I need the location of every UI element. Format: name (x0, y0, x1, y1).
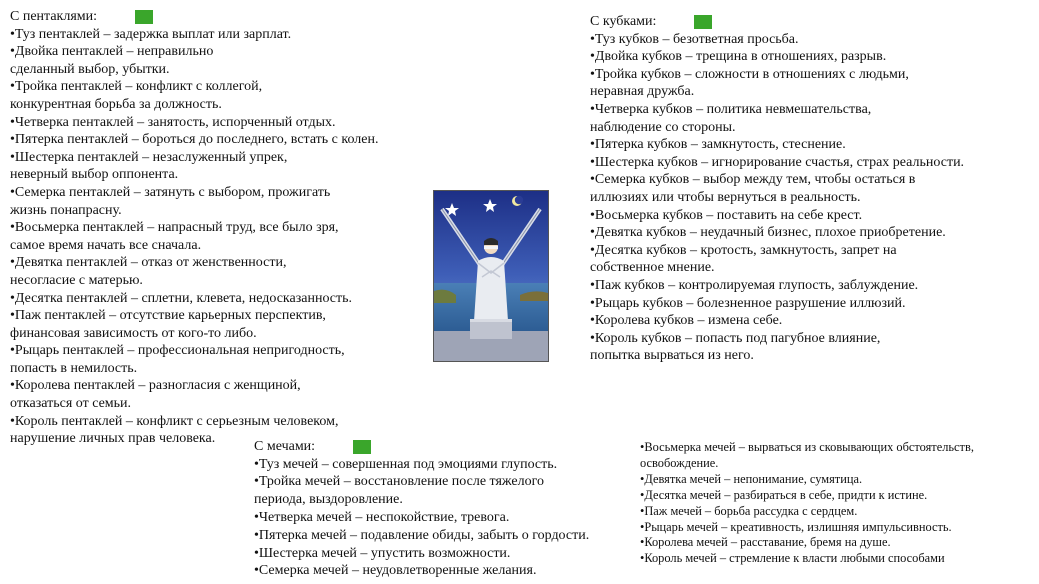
list-item: несогласие с матерью. (10, 272, 143, 288)
list-item: наблюдение со стороны. (590, 119, 736, 135)
list-item: •Королева пентаклей – разногласия с женщиной, (10, 378, 301, 394)
green-marker-icon (321, 440, 371, 454)
list-item: •Девятка кубков – неудачный бизнес, плохое приобретение. (590, 225, 946, 241)
list-item: •Туз кубков – безответная просьба. (590, 31, 799, 47)
list-item: •Семерка кубков – выбор между тем, чтобы остаться в (590, 172, 916, 188)
list-item: •Король мечей – стремление к власти любыми способами (640, 551, 945, 566)
list-item: •Рыцарь мечей – креативность, излишняя импульсивность. (640, 519, 952, 534)
swords-list (254, 456, 589, 581)
list-item: •Шестерка кубков – игнорирование счастья, страх реальности. (590, 154, 965, 170)
cups-list (590, 31, 964, 365)
list-item: •Туз пентаклей – задержка выплат или зарплат. (10, 26, 292, 42)
list-item: •Восьмерка кубков – поставить на себе крест. (590, 207, 863, 223)
list-item: •Тройка кубков – сложности в отношениях с людьми, (590, 66, 909, 82)
list-item: отказаться от семьи. (10, 396, 132, 412)
list-item: •Двойка кубков – трещина в отношениях, разрыв. (590, 49, 887, 65)
list-item: неверный выбор оппонента. (10, 167, 179, 183)
list-item: •Пятерка мечей – подавление обиды, забыть о гордости. (254, 527, 590, 543)
list-item: попасть в немилость. (10, 360, 138, 376)
list-item: •Туз мечей – совершенная под эмоциями глупость. (254, 456, 558, 472)
list-item: периода, выздоровление. (254, 492, 403, 508)
list-item: •Тройка пентаклей – конфликт с коллегой, (10, 79, 263, 95)
pentacles-list (10, 26, 379, 448)
list-item: попытка вырваться из него. (590, 348, 754, 364)
list-item: •Паж кубков – контролируемая глупость, заблуждение. (590, 277, 919, 293)
list-item: самое время начать все сначала. (10, 237, 202, 253)
list-item: •Семерка мечей – неудовлетворенные желания. (254, 563, 537, 579)
list-item: •Двойка пентаклей – неправильно (10, 44, 214, 60)
list-item: •Десятка кубков – кротость, замкнутость, запрет на (590, 242, 897, 258)
pentacles-header (10, 8, 379, 26)
list-item: •Рыцарь пентаклей – профессиональная непригодность, (10, 343, 345, 359)
cups-section (590, 13, 964, 365)
list-item: •Десятка пентаклей – сплетни, клевета, недосказанность. (10, 290, 353, 306)
green-marker-icon (103, 10, 153, 24)
list-item: •Тройка мечей – восстановление после тяжелого (254, 474, 545, 490)
swords-continued-section (640, 440, 974, 567)
list-item: •Четверка кубков – политика невмешательства, (590, 101, 872, 117)
list-item: •Королева мечей – расставание, бремя на душе. (640, 535, 891, 550)
list-item: освобождение. (640, 455, 719, 470)
green-marker-icon (662, 15, 712, 29)
list-item: нарушение личных прав человека. (10, 431, 216, 447)
cups-title: С кубками: (590, 14, 657, 29)
list-item: •Король пентаклей – конфликт с серьезным человеком, (10, 413, 339, 429)
list-item: •Пятерка пентаклей – бороться до последнего, встать с колен. (10, 132, 379, 148)
list-item: •Восьмерка пентаклей – напрасный труд, все было зря, (10, 220, 339, 236)
list-item: •Восьмерка мечей – вырваться из сковывающих обстоятельств, (640, 440, 974, 454)
list-item: •Король кубков – попасть под пагубное влияние, (590, 330, 881, 346)
list-item: собственное мнение. (590, 260, 715, 276)
pentacles-section (10, 8, 379, 448)
swords-continued-list (640, 440, 974, 567)
swords-title: С мечами: (254, 439, 316, 454)
list-item: •Десятка мечей – разбираться в себе, придти к истине. (640, 487, 928, 502)
list-item: жизнь понапрасну. (10, 202, 122, 218)
cups-header (590, 13, 964, 31)
list-item: •Рыцарь кубков – болезненное разрушение иллюзий. (590, 295, 906, 311)
list-item: •Четверка мечей – неспокойствие, тревога. (254, 509, 510, 525)
list-item: неравная дружба. (590, 84, 695, 100)
list-item: конкурентная борьба за должность. (10, 96, 222, 112)
list-item: •Шестерка пентаклей – незаслуженный упрек, (10, 149, 288, 165)
list-item: сделанный выбор, убытки. (10, 61, 170, 77)
list-item: •Семерка пентаклей – затянуть с выбором, прожигать (10, 184, 331, 200)
two-of-swords-card-image (433, 190, 549, 362)
swords-header (254, 438, 589, 456)
list-item: •Девятка пентаклей – отказ от женственности, (10, 255, 287, 271)
list-item: •Четверка пентаклей – занятость, испорченный отдых. (10, 114, 336, 130)
list-item: •Шестерка мечей – упустить возможности. (254, 545, 511, 561)
list-item: •Паж мечей – борьба рассудка с сердцем. (640, 503, 858, 518)
list-item: •Пятерка кубков – замкнутость, стеснение. (590, 137, 846, 153)
list-item: •Королева кубков – измена себе. (590, 313, 783, 329)
list-item: финансовая зависимость от кого-то либо. (10, 325, 257, 341)
list-item: иллюзиях или чтобы вернуться в реальность. (590, 189, 861, 205)
list-item: •Девятка мечей – непонимание, сумятица. (640, 471, 863, 486)
pentacles-title: С пентаклями: (10, 9, 98, 24)
list-item: •Паж пентаклей – отсутствие карьерных перспектив, (10, 308, 326, 324)
swords-section (254, 438, 589, 580)
